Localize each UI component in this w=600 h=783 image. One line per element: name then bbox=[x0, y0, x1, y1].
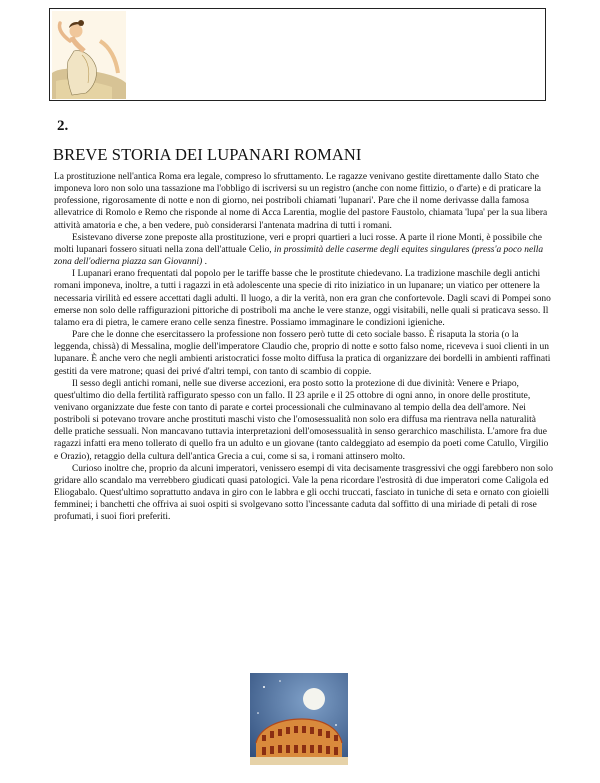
paragraph-2-italic: in prossimità delle caserme degli equites singulares (press'a poco nella zona dell'odierna piazza san Giovanni) bbox=[54, 244, 544, 268]
paragraph-2-end: . bbox=[202, 257, 208, 268]
paragraph-1: La prostituzione nell'antica Roma era legale, compreso lo sfruttamento. Le ragazze venivano gestite direttamente dallo Stato che imponeva loro non solo una tassazione ma l'obbligo di iscriversi su un registro (anche con nome fittizio, o d'arte) e di praticare la professione, rigorosamente di notte e non di giorno, nei postriboli chiamati 'lupanari'. Pare che il nome derivasse dalla famosa allevatrice di Romolo e Remo che risponde al nome di Acca Larentia, moglie del pastore Faustolo, chiamata 'lupa' per la sua libera attività amatoria e che, a ben vedere, può considerarsi l'antenata madrina di tutti i romani. bbox=[54, 172, 548, 231]
chapter-number: 2. bbox=[57, 118, 69, 134]
header-frame bbox=[49, 8, 546, 101]
colosseum-moon-illustration bbox=[250, 673, 348, 765]
paragraph-2-text: Esistevano diverse zone preposte alla prostituzione, veri e propri quartieri a luci rosse. A parte il rione Monti, è possibile che molti lupanari fossero situati nella zona dell'attuale Celio, bbox=[54, 232, 542, 255]
body-text bbox=[54, 171, 554, 524]
reclining-woman-illustration bbox=[52, 11, 126, 99]
paragraph-5: Il sesso degli antichi romani, nelle sue diverse accezioni, era posto sotto la protezione di due divinità: Venere e Priapo, quest'ultimo dio della fertilità raffigurato spesso con un fallo. Il 23 aprile e il 25 ottobre di ogni anno, in onore delle prostitute, venivano organizzate due feste con tanto di parate e cortei processionali che culminavano al tempio della dea dell'amore. Nei postriboli si potevano trovare anche prostituti maschi visto che l'omosessualità non solo era diffusa ma rientrava nella naturalità delle pratiche sessuali. Non mancavano tuttavia interpretazioni dell'omosessualità in senso gerarchico maschilista. L'amore fra due ragazzi infatti era meno tollerato di quello fra un adulto e un giovane (tanto caldeggiato ad esempio da poeti come Catullo, Virgilio e Orazio), retaggio della cultura dell'antica Grecia a cui, come si sa, i romani attinsero molto. bbox=[54, 378, 549, 462]
paragraph-2 bbox=[54, 232, 554, 268]
paragraph-3: I Lupanari erano frequentati dal popolo per le tariffe basse che le prostitute chiedevano. La tradizione maschile degli antichi romani imponeva, inoltre, a tutti i ragazzi in età adolescente una specie di rito iniziatico in un lupanare; un viatico per ottenere la necessaria virilità ed essere accettati dagli adulti. Il luogo, a dir la verità, non era gran che confortevole. Dagli scavi di Pompei sono emerse non solo delle raffigurazioni pittoriche di postriboli ma anche le vere stanze, oggi visitabili, nelle quali si praticava sesso. Il talamo era di pietra, le camere erano celle senza finestre. Possiamo immaginare le condizioni igieniche. bbox=[54, 269, 551, 328]
chapter-title: BREVE STORIA DEI LUPANARI ROMANI bbox=[53, 145, 362, 164]
paragraph-4: Pare che le donne che esercitassero la professione non fossero però tutte di ceto sociale basso. È risaputa la storia (o la leggenda, chissà) di Messalina, moglie dell'imperatore Claudio che, proprio di notte e sotto falso nome, riceveva i suoi clienti in un lupanare. È anche vero che negli ambienti aristocratici fosse molto diffusa la pratica di organizzare dei bordelli in ambienti raffinati gestiti da vere matrone; quasi dei privé d'altri tempi, con tanto di scambio di coppie. bbox=[54, 330, 551, 377]
paragraph-6: Curioso inoltre che, proprio da alcuni imperatori, venissero esempi di vita decisamente trasgressivi che oggi farebbero non solo gridare allo scandalo ma verrebbero giudicati quasi patologici. Vale la pena ricordare l'estrosità di due imperatori come Caligola ed Eliogabalo. Quest'ultimo soprattutto andava in giro con le labbra e gli occhi truccati, fasciato in tuniche di seta e ornato con gioielli femminei; i banchetti che offriva ai suoi ospiti si svolgevano sotto l'incessante caduta dal soffitto di una miriade di petali di rose profumati, i suoi fiori preferiti. bbox=[54, 463, 553, 523]
